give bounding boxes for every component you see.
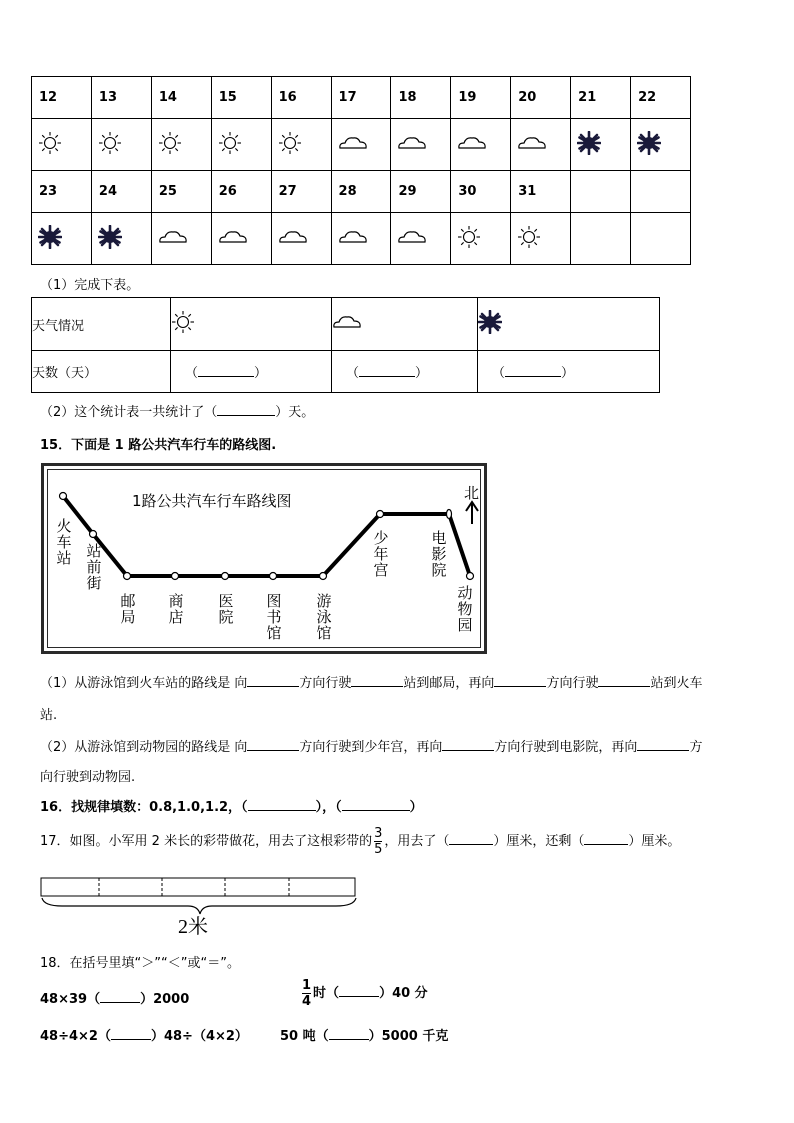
- sun-icon: [98, 131, 122, 155]
- q15-part2-line2: 向行驶到动物园.: [40, 770, 136, 785]
- weather-calendar-table: [31, 76, 691, 265]
- calendar-weather-cell: [331, 213, 391, 265]
- calendar-day-number: 16: [271, 77, 331, 119]
- calendar-day-number: 31: [511, 171, 571, 213]
- sun-icon: [218, 131, 242, 155]
- answer-blank-cloud[interactable]: （ ）: [332, 351, 478, 393]
- q15-part1-line2: 站.: [40, 708, 58, 723]
- answer-blank-stops-2[interactable]: [598, 675, 650, 687]
- calendar-icons-row-2: [32, 213, 691, 265]
- calendar-day-number: 19: [451, 77, 511, 119]
- fraction-one-quarter: $\frac{1}{4}$: [302, 978, 312, 1009]
- answer-blank-compare-2[interactable]: [339, 985, 379, 997]
- sun-icon: [158, 131, 182, 155]
- answer-blank-remaining[interactable]: [584, 833, 628, 845]
- stop-marker: [124, 573, 131, 580]
- sun-icon: [278, 131, 302, 155]
- cloud-icon: [218, 225, 248, 249]
- calendar-weather-cell: [331, 119, 391, 171]
- calendar-day-number: 15: [211, 77, 271, 119]
- cloud-icon: [397, 225, 427, 249]
- stop-marker: [90, 531, 97, 538]
- answer-blank-direction-5[interactable]: [637, 739, 689, 751]
- calendar-weather-cell: [451, 213, 511, 265]
- answer-blank-compare-1[interactable]: [100, 991, 140, 1003]
- calendar-weather-cell: [271, 119, 331, 171]
- row-label-weather: 天气情况: [32, 298, 171, 351]
- cloud-icon: [158, 225, 188, 249]
- calendar-day-number: 24: [91, 171, 151, 213]
- stop-marker: [447, 510, 452, 519]
- station-label: 电影院: [431, 529, 447, 579]
- q17-question: 17．如图。小军用 2 米长的彩带做花，用去了这根彩带的 $\frac{3}{5}$ ，用去了（ ）厘米，还剩（ ）厘米。: [40, 826, 681, 857]
- q18-expr-3: 48÷4×2（ ）48÷（4×2）: [40, 1029, 248, 1044]
- cloud-icon: [457, 131, 487, 155]
- sun-icon: [517, 225, 541, 249]
- q18-expr-2: $\frac{1}{4}$ 时（ ）40 分: [302, 978, 428, 1009]
- q14-part2: （2）这个统计表一共统计了（ ）天。: [40, 405, 315, 420]
- calendar-weather-cell: [451, 119, 511, 171]
- calendar-icons-row-1: [32, 119, 691, 171]
- calendar-weather-cell: [511, 119, 571, 171]
- snow-icon: [637, 131, 661, 155]
- calendar-weather-cell: [571, 119, 631, 171]
- fraction-three-fifths: $\frac{3}{5}$: [374, 826, 383, 857]
- answer-blank-direction-2[interactable]: [494, 675, 546, 687]
- calendar-weather-cell: [391, 119, 451, 171]
- calendar-day-number: 13: [91, 77, 151, 119]
- cloud-icon: [517, 131, 547, 155]
- calendar-weather-cell: [151, 119, 211, 171]
- calendar-day-number: 17: [331, 77, 391, 119]
- calendar-weather-cell: [271, 213, 331, 265]
- station-label: 站前街: [86, 542, 102, 592]
- cloud-icon: [278, 225, 308, 249]
- row-label-days: 天数（天）: [32, 351, 171, 393]
- q16-question: 16．找规律填数：0.8,1.0,1.2，（ ），（ ）: [40, 800, 423, 815]
- calendar-days-row-1: [32, 77, 691, 119]
- sun-icon: [171, 310, 195, 334]
- stop-marker: [270, 573, 277, 580]
- answer-blank-direction-4[interactable]: [442, 739, 494, 751]
- calendar-weather-cell: [32, 213, 92, 265]
- answer-blank-snow[interactable]: （ ）: [478, 351, 660, 393]
- station-label: 医院: [218, 592, 234, 626]
- stop-marker: [60, 493, 67, 500]
- q18-expr-1: 48×39（ ）2000: [40, 992, 190, 1007]
- calendar-weather-cell: [211, 119, 271, 171]
- cloud-icon: [397, 131, 427, 155]
- calendar-day-number: 12: [32, 77, 92, 119]
- q15-title: 15．下面是 1 路公共汽车行车的路线图.: [40, 438, 277, 453]
- calendar-day-number: 22: [631, 77, 691, 119]
- calendar-day-number: 26: [211, 171, 271, 213]
- stop-marker: [222, 573, 229, 580]
- calendar-day-number: [631, 171, 691, 213]
- station-label: 商店: [168, 592, 184, 626]
- answer-blank-compare-3[interactable]: [111, 1028, 151, 1040]
- stop-marker: [320, 573, 327, 580]
- snow-icon: [577, 131, 601, 155]
- calendar-day-number: 29: [391, 171, 451, 213]
- weather-summary-table: [31, 297, 660, 393]
- calendar-weather-cell: [631, 213, 691, 265]
- ribbon-length-label: 2米: [178, 916, 208, 938]
- calendar-day-number: 18: [391, 77, 451, 119]
- cloud-icon: [338, 225, 368, 249]
- map-title: 1路公共汽车行车路线图: [132, 492, 292, 510]
- calendar-weather-cell: [151, 213, 211, 265]
- answer-blank-direction-1[interactable]: [247, 675, 299, 687]
- bus-route-map: [41, 463, 487, 654]
- calendar-day-number: 23: [32, 171, 92, 213]
- answer-blank-used[interactable]: [449, 833, 493, 845]
- calendar-weather-cell: [211, 213, 271, 265]
- station-label: 邮局: [120, 592, 136, 626]
- station-label: 游泳馆: [316, 592, 332, 642]
- answer-blank-sun[interactable]: （ ）: [171, 351, 332, 393]
- q15-part1-line1: （1）从游泳馆到火车站的路线是 向 方向行驶 站到邮局，再向 方向行驶 站到火车: [40, 676, 703, 691]
- calendar-weather-cell: [631, 119, 691, 171]
- calendar-weather-cell: [511, 213, 571, 265]
- stop-marker: [467, 573, 474, 580]
- sun-icon: [38, 131, 62, 155]
- north-arrow-icon: [466, 502, 478, 524]
- calendar-weather-cell: [32, 119, 92, 171]
- calendar-day-number: 27: [271, 171, 331, 213]
- answer-blank-seq-1[interactable]: [248, 799, 316, 811]
- calendar-day-number: 28: [331, 171, 391, 213]
- snow-icon: [38, 225, 62, 249]
- station-label: 动物园: [457, 584, 473, 634]
- cloud-icon: [332, 310, 362, 334]
- stop-marker: [377, 511, 384, 518]
- q15-part2-line1: （2）从游泳馆到动物园的路线是 向 方向行驶到少年宫，再向 方向行驶到电影院，再向 方: [40, 740, 703, 755]
- stop-marker: [172, 573, 179, 580]
- calendar-day-number: 20: [511, 77, 571, 119]
- cloud-icon: [338, 131, 368, 155]
- calendar-weather-cell: [91, 119, 151, 171]
- calendar-weather-cell: [91, 213, 151, 265]
- calendar-weather-cell: [571, 213, 631, 265]
- answer-blank-stops-1[interactable]: [351, 675, 403, 687]
- answer-blank-compare-4[interactable]: [329, 1028, 369, 1040]
- answer-blank-seq-2[interactable]: [342, 799, 410, 811]
- station-label: 少年宫: [373, 529, 389, 579]
- calendar-day-number: 21: [571, 77, 631, 119]
- q18-expr-4: 50 吨（ ）5000 千克: [280, 1029, 449, 1044]
- sun-icon: [457, 225, 481, 249]
- answer-blank-direction-3[interactable]: [247, 739, 299, 751]
- snow-icon: [478, 310, 502, 334]
- north-label: 北: [464, 484, 480, 502]
- q18-title: 18．在括号里填“＞”“＜”或“＝”。: [40, 956, 240, 971]
- calendar-day-number: [571, 171, 631, 213]
- calendar-day-number: 25: [151, 171, 211, 213]
- answer-blank-total[interactable]: [217, 404, 275, 416]
- calendar-day-number: 14: [151, 77, 211, 119]
- station-label: 火车站: [56, 517, 72, 567]
- station-label: 图书馆: [266, 592, 282, 642]
- calendar-weather-cell: [391, 213, 451, 265]
- snow-icon: [98, 225, 122, 249]
- calendar-days-row-2: [32, 171, 691, 213]
- calendar-day-number: 30: [451, 171, 511, 213]
- q14-part1: （1）完成下表。: [40, 278, 140, 293]
